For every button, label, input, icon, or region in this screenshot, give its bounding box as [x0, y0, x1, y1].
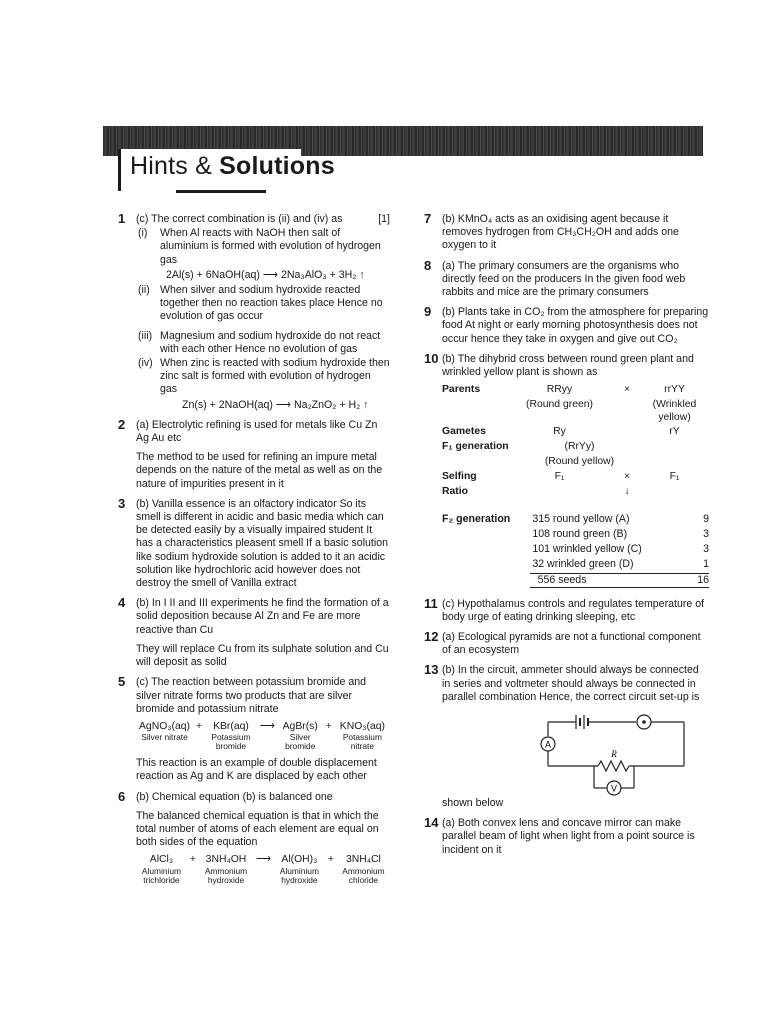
circuit-diagram [536, 710, 696, 802]
solution-6: 6 (b) Chemical equation (b) is balanced one The balanced chemical equation is that in which the total number of atoms of each element are equal on both sides of the equation AlCl₃ + 3NH₄OH ⟶ Al(OH)₃ + 3NH₄Cl Aluminium trichloride Ammonium hydroxide Aluminium hydroxide Ammonium chloride [118, 791, 390, 885]
solution-12: 12 (a) Ecological pyramids are not a functional component of an ecosystem [424, 629, 701, 657]
page-title: Hints & Solutions [130, 152, 335, 180]
equation-table: AlCl₃ + 3NH₄OH ⟶ Al(OH)₃ + 3NH₄Cl Aluminium trichloride Ammonium hydroxide Aluminium hydroxide Ammonium chloride [141, 854, 385, 885]
solution-1-ii: (ii) When silver and sodium hydroxide reacted together then no reaction takes place Hence no evolution of gas occur [138, 284, 383, 323]
solution-7: 7 (b) KMnO₄ acts as an oxidising agent because it removes hydrogen from CH₃CH₂OH and adds one oxygen to it [424, 211, 679, 252]
solution-1-i: (i) When Al reacts with NaOH then salt of aluminium is formed with evolution of hydrogen gas [138, 227, 381, 266]
resistor-icon [598, 761, 629, 771]
f2-row: F₂ generation 315 round yellow (A) 9 [442, 512, 710, 525]
solution-5: 5 (c) The reaction between potassium bromide and silver nitrate forms two products that are silver bromide and potassium nitrate AgNO₃(aq) + KBr(aq) ⟶ AgBr(s) + KNO₃(aq) Silver nitrate Potassium bromide Silver bromide Potassium nitrate This reaction is an example of double displacement reaction as Ag and K are displaced by each other [118, 676, 390, 783]
f2-total-row: 556 seeds 16 [442, 573, 709, 588]
solution-1-iv: (iv) When zinc is reacted with sodium hydroxide then zinc salt is formed with evolution of hydrogen gas [138, 357, 390, 396]
equation: Zn(s) + 2NaOH(aq) ⟶ Na₂ZnO₂ + H₂ ↑ [182, 398, 369, 411]
solution-4: 4 (b) In I II and III experiments he find the formation of a solid deposition because Al Zn and Fe are more reactive than Cu They will replace Cu from its sulphate solution and Cu will deposit as solid [118, 595, 389, 669]
solution-2: 2 (a) Electrolytic refining is used for metals like Cu Zn Ag Au etc The method to be used for refining an impure metal depends on the nature of the metal as well as on the nature of impurities present in it [118, 416, 383, 490]
svg-text:V: V [611, 783, 618, 794]
solution-8: 8 (a) The primary consumers are the organisms who directly feed on the producers In the given food web rabbits and mice are the primary consumers [424, 257, 686, 299]
f2-row: 108 round green (B) 3 [532, 527, 710, 540]
solution-1: 1 [1] (c) The correct combination is (ii) and (iv) as (i) When Al reacts with NaOH then salt of aluminium is formed with evolution of hydrogen gas 2Al(s) + 6NaOH(aq) ⟶ 2Na₃AlO₃ + 3H₂ ↑ (ii) When silver and sodium hydroxide reacted together then no reaction takes place Hence no evolution of gas occur (iii) Magnesium and sodium hydroxide do not react with each other Hence no evolution of gas (iv) When zinc is reacted with sodium hydroxide then zinc salt is formed with evolution of hydrogen gas Zn(s) + 2NaOH(aq) ⟶ Na₂ZnO₂ + H₂ ↑ [118, 211, 390, 411]
dihybrid-cross: Parents RRyy × rrYY (Round green) (Wrinkled yellow) Gametes Ry rY F₁ generation (RrYy) (Round yellow) Selfing F₁ × F₁ Ratio ↓ [442, 384, 697, 497]
equation-table: AgNO₃(aq) + KBr(aq) ⟶ AgBr(s) + KNO₃(aq) Silver nitrate Potassium bromide Silver bromide Potassium nitrate [139, 720, 385, 752]
svg-text:A: A [545, 739, 552, 750]
left-column [118, 213, 390, 892]
solution-14: 14 (a) Both convex lens and concave mirror can make parallel beam of light when light from a point source is incident on it [424, 815, 695, 856]
battery-icon [576, 715, 588, 729]
solution-11: 11 (c) Hypothalamus controls and regulates temperature of body urge of eating drinking sleeping, etc [424, 595, 705, 623]
solution-13: 13 (b) In the circuit, ammeter should always be connected in series and voltmeter should always be connected in parallel combination Hence, the correct circuit set-up is shown below A R V [424, 662, 700, 810]
right-column [424, 213, 709, 864]
solution-1-iii: (iii) Magnesium and sodium hydroxide do not react with each other Hence no evolution of gas [138, 329, 381, 355]
solution-10: 10 (b) The dihybrid cross between round green plant and wrinkled yellow plant is shown as Parents RRyy × rrYY (Round green) (Wrinkled yellow) Gametes Ry rY F₁ generation (RrYy) (Round yellow) Selfing F₁ × F₁ Ratio ↓ F₂ generation 315 round yellow (A) 9 108 round green (B) 3 101 wrinkled yellow (C) 3 32 wrinkled green (D) 1 556 seeds 16 [424, 350, 710, 586]
solution-3: 3 (b) Vanilla essence is an olfactory indicator So its smell is different in acidic and basic media which can be detected easily by a visually impaired student It has a characteristics pleasent smell If a basic solution like sodium hydroxide solution is added to it an acidic solution like hydrochloric acid however does not destroy the smell of Vanilla extract [118, 495, 389, 590]
f2-table [442, 513, 709, 588]
svg-text:R: R [611, 749, 617, 760]
title-underline [176, 190, 266, 193]
f2-row: 32 wrinkled green (D) 1 [532, 557, 710, 570]
equation: 2Al(s) + 6NaOH(aq) ⟶ 2Na₃AlO₃ + 3H₂ ↑ [166, 268, 365, 281]
key-icon [637, 715, 651, 729]
f2-row: 101 wrinkled yellow (C) 3 [532, 542, 710, 555]
arrow-down-icon: ↓ [624, 485, 630, 497]
solution-9: 9 (b) Plants take in CO₂ from the atmosphere for preparing food At night or early morning photosynthesis does not occur hence they take in oxygen and give out CO₂ [424, 304, 709, 345]
